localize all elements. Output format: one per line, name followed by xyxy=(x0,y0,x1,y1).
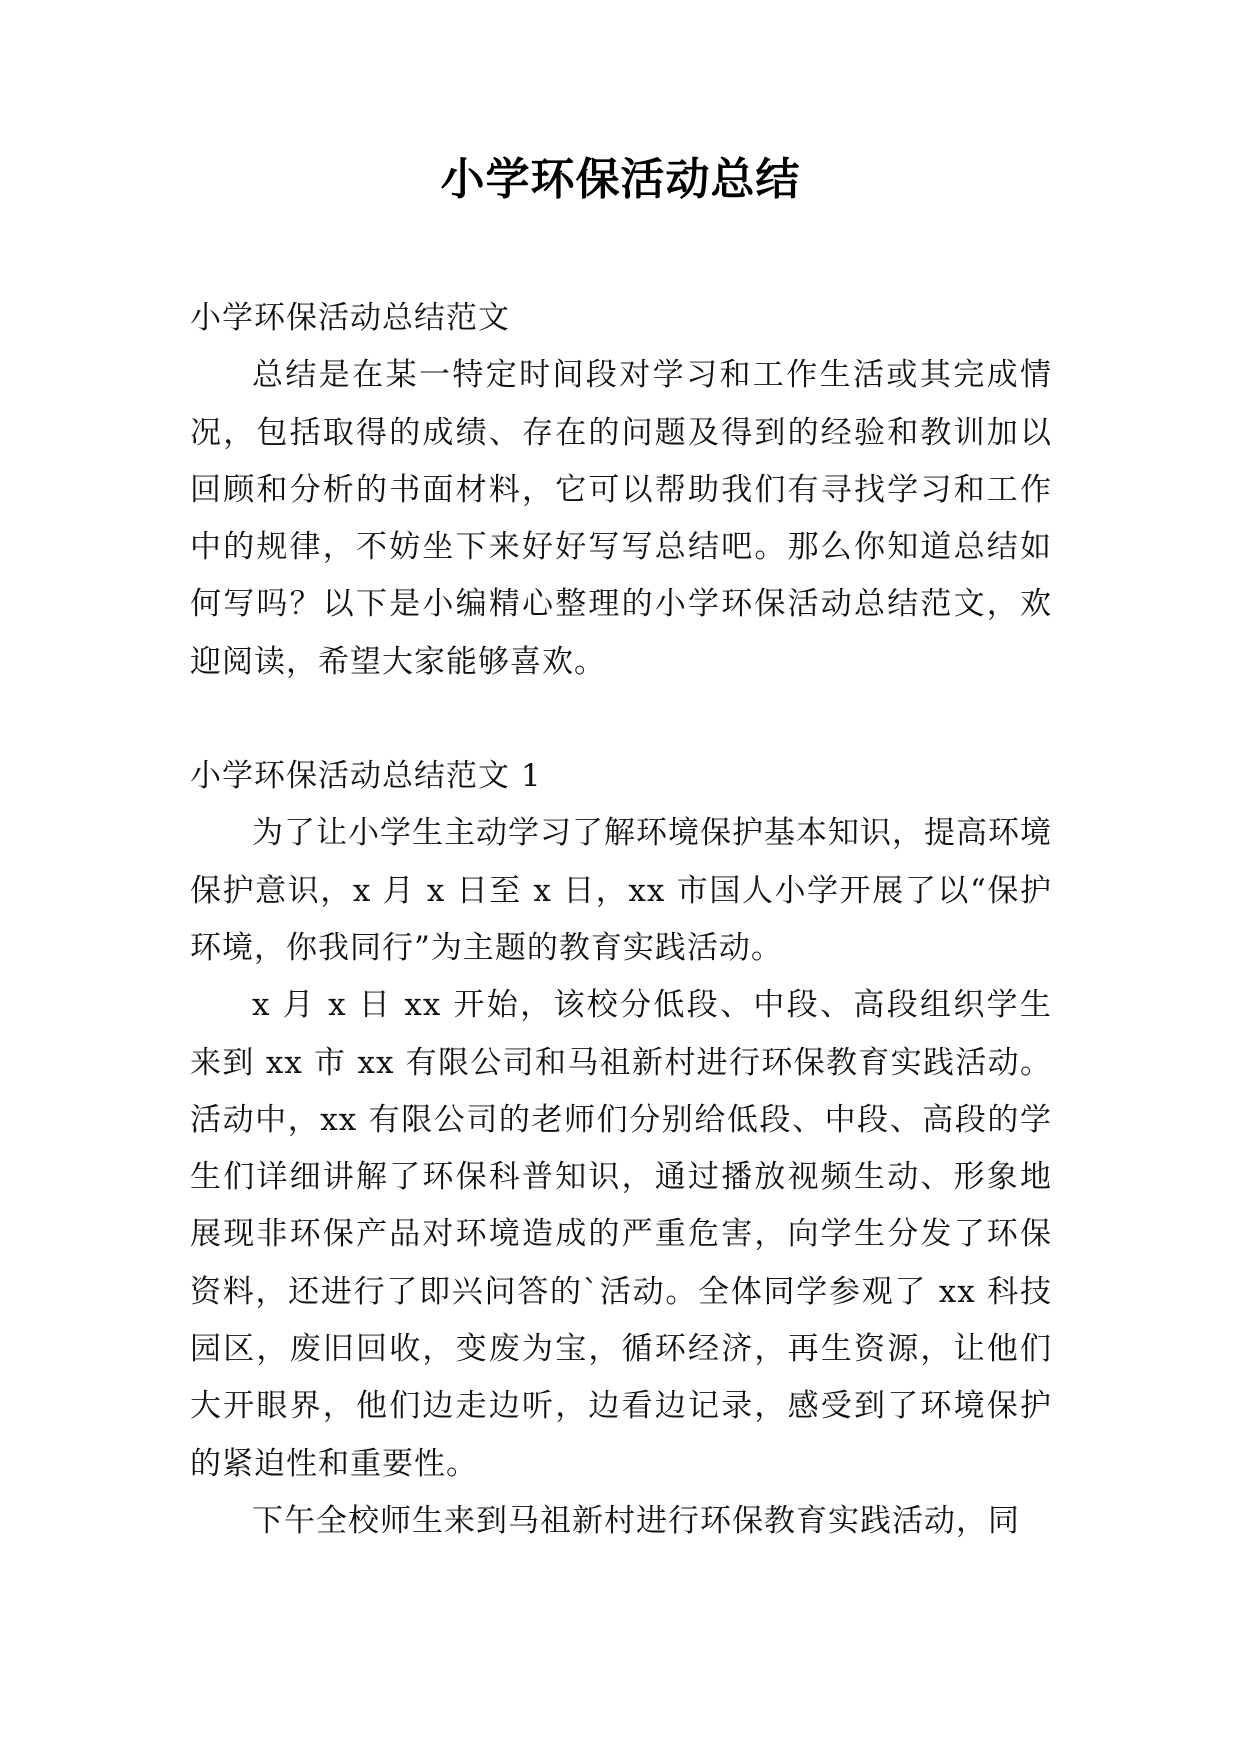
section-heading-intro: 小学环保活动总结范文 xyxy=(190,300,510,336)
section-gap xyxy=(190,691,1052,748)
document-title: 小学环保活动总结 xyxy=(440,154,801,205)
paragraph-3: 下午全校师生来到马祖新村进行环保教育实践活动，同 xyxy=(252,1502,1020,1539)
intro-paragraph: 总结是在某一特定时间段对学习和工作生活或其完成情况，包括取得的成绩、存在的问题及得到的经验和教训加以回顾和分析的书面材料，它可以帮助我们有寻找学习和工作中的规律，不妨坐下来好好写写总结吧。那么你知道总结如何写吗？以下是小编精心整理的小学环保活动总结范文，欢迎阅读，希望大家能够喜欢。 xyxy=(190,357,1052,680)
paragraph-2: x 月 x 日 xx 开始，该校分低段、中段、高段组织学生来到 xx 市 xx 有限公司和马祖新村进行环保教育实践活动。活动中，xx 有限公司的老师们分别给低段、中段、高段的学生们详细讲解了环保科普知识，通过播放视频生动、形象地展现非环保产品对环境造成的严重危害，向学生分发了环保资料，还进行了即兴问答的`活动。全体同学参观了 xx 科技园区，废旧回收，变废为宝，循环经济，再生资源，让他们大开眼界，他们边走边听，边看边记录，感受到了环境保护的紧迫性和重要性。 xyxy=(190,987,1052,1482)
section-heading-1: 小学环保活动总结范文 1 xyxy=(190,758,542,795)
document-body xyxy=(190,290,1052,1550)
paragraph-1: 为了让小学生主动学习了解环境保护基本知识，提高环境保护意识，x 月 x 日至 x 日，xx 市国人小学开展了以“保护环境，你我同行”为主题的教育实践活动。 xyxy=(190,815,1052,966)
